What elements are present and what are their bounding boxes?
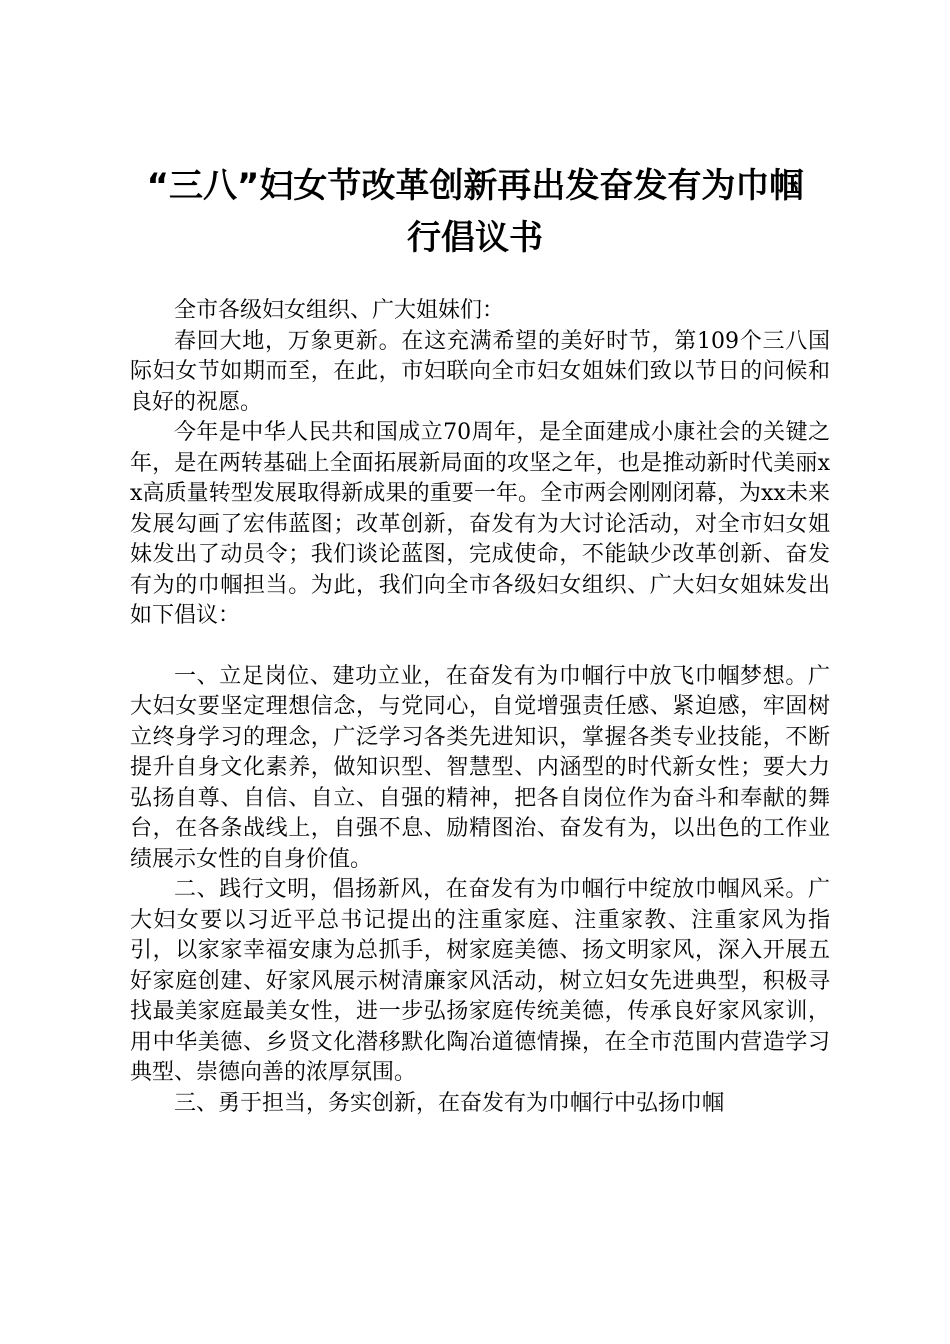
paragraph-proposal-3: 三、勇于担当，务实创新，在奋发有为巾帼行中弘扬巾帼	[174, 1090, 725, 1116]
title-line-2: 行倡议书	[407, 218, 543, 258]
paragraph-proposal-1: 一、立足岗位、建功立业，在奋发有为巾帼行中放飞巾帼梦想。广大妇女要坚定理想信念，与党同心，自觉增强责任感、紧迫感，牢固树立终身学习的理念，广泛学习各类先进知识，掌握各类专业技能，不断提升自身文化素养，做知识型、智慧型、内涵型的时代新女性；要大力弘扬自尊、自信、自立、自强的精神，把各自岗位作为奋斗和奉献的舞台，在各条战线上，自强不息、励精图治、奋发有为，以出色的工作业绩展示女性的自身价值。	[130, 663, 830, 872]
paragraph-spacer	[130, 632, 830, 662]
document-title	[120, 160, 830, 264]
paragraph-greeting: 春回大地，万象更新。在这充满希望的美好时节，第109个三八国际妇女节如期而至，在此，市妇联向全市妇女姐妹们致以节日的问候和良好的祝愿。	[130, 328, 830, 415]
document-body	[130, 296, 830, 1119]
title-line-1: “三八”妇女节改革创新再出发奋发有为巾帼	[146, 166, 804, 206]
salutation: 全市各级妇女组织、广大姐妹们：	[174, 298, 505, 323]
paragraph-background: 今年是中华人民共和国成立70周年，是全面建成小康社会的关键之年，是在两转基础上全面拓展新局面的攻坚之年，也是推动新时代美丽xx高质量转型发展取得新成果的重要一年。全市两会刚刚闭幕，为xx未来发展勾画了宏伟蓝图；改革创新，奋发有为大讨论活动，对全市妇女姐妹发出了动员令；我们谈论蓝图，完成使命，不能缺少改革创新、奋发有为的巾帼担当。为此，我们向全市各级妇女组织、广大妇女姐妹发出如下倡议：	[130, 420, 830, 628]
paragraph-proposal-2: 二、践行文明，倡扬新风，在奋发有为巾帼行中绽放巾帼风采。广大妇女要以习近平总书记提出的注重家庭、注重家教、注重家风为指引，以家家幸福安康为总抓手，树家庭美德、扬文明家风，深入开展五好家庭创建、好家风展示树清廉家风活动，树立妇女先进典型，积极寻找最美家庭最美女性，进一步弘扬家庭传统美德，传承良好家风家训，用中华美德、乡贤文化潜移默化陶冶道德情操，在全市范围内营造学习典型、崇德向善的浓厚氛围。	[130, 877, 830, 1085]
